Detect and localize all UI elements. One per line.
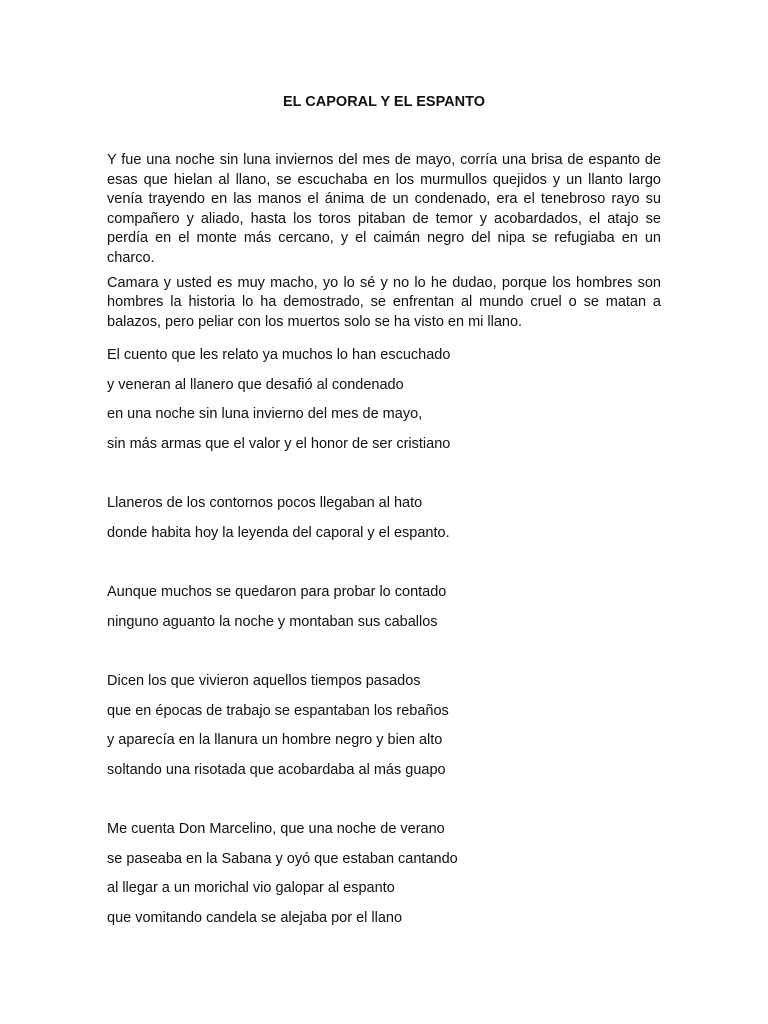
verse-line: Dicen los que vivieron aquellos tiempos pasados (107, 673, 421, 690)
verse-line: Me cuenta Don Marcelino, que una noche de verano (107, 821, 445, 838)
verse-stanza-5 (107, 815, 661, 933)
verse-line: y veneran al llanero que desafió al condenado (107, 376, 404, 393)
verse-line: donde habita hoy la leyenda del caporal y el espanto. (107, 524, 450, 541)
verse-line: en una noche sin luna invierno del mes de mayo, (107, 406, 423, 423)
verse-line: y aparecía en la llanura un hombre negro y bien alto (107, 732, 443, 749)
verse-stanza-1 (107, 341, 661, 459)
verse-line: Aunque muchos se quedaron para probar lo contado (107, 584, 447, 601)
verse-line: que vomitando candela se alejaba por el llano (107, 909, 403, 926)
verse-stanza-3 (107, 578, 661, 637)
verse-line: El cuento que les relato ya muchos lo han escuchado (107, 347, 451, 364)
document-title: EL CAPORAL Y EL ESPANTO (283, 94, 485, 110)
verse-line: se paseaba en la Sabana y oyó que estaban cantando (107, 850, 458, 867)
verse-line: soltando una risotada que acobardaba al más guapo (107, 761, 446, 778)
verse-line: Llaneros de los contornos pocos llegaban al hato (107, 495, 423, 512)
verse-stanza-4 (107, 667, 661, 785)
verse-line: ninguno aguanto la noche y montaban sus caballos (107, 613, 438, 630)
prose-paragraph-2: Camara y usted es muy macho, yo lo sé y no lo he dudao, porque los hombres son hombres la historia lo ha demostrado, se enfrentan al mundo cruel o se matan a balazos, pero peliar con los muertos solo se ha visto en mi llano. (107, 274, 661, 330)
verse-stanza-2 (107, 489, 661, 548)
prose-paragraph-1: Y fue una noche sin luna inviernos del mes de mayo, corría una brisa de espanto de esas que hielan al llano, se escuchaba en los murmullos quejidos y un llanto largo venía trayendo en las manos el ánima de un condenado, era el tenebroso rayo su compañero y aliado, hasta los toros pitaban de temor y acobardados, el atajo se perdía en el monte más cercano, y el caimán negro del nipa se refugiaba en un charco. (107, 152, 661, 266)
verse-line: que en épocas de trabajo se espantaban los rebaños (107, 702, 449, 719)
verse-line: al llegar a un morichal vio galopar al espanto (107, 880, 395, 897)
verse-line: sin más armas que el valor y el honor de ser cristiano (107, 435, 451, 452)
